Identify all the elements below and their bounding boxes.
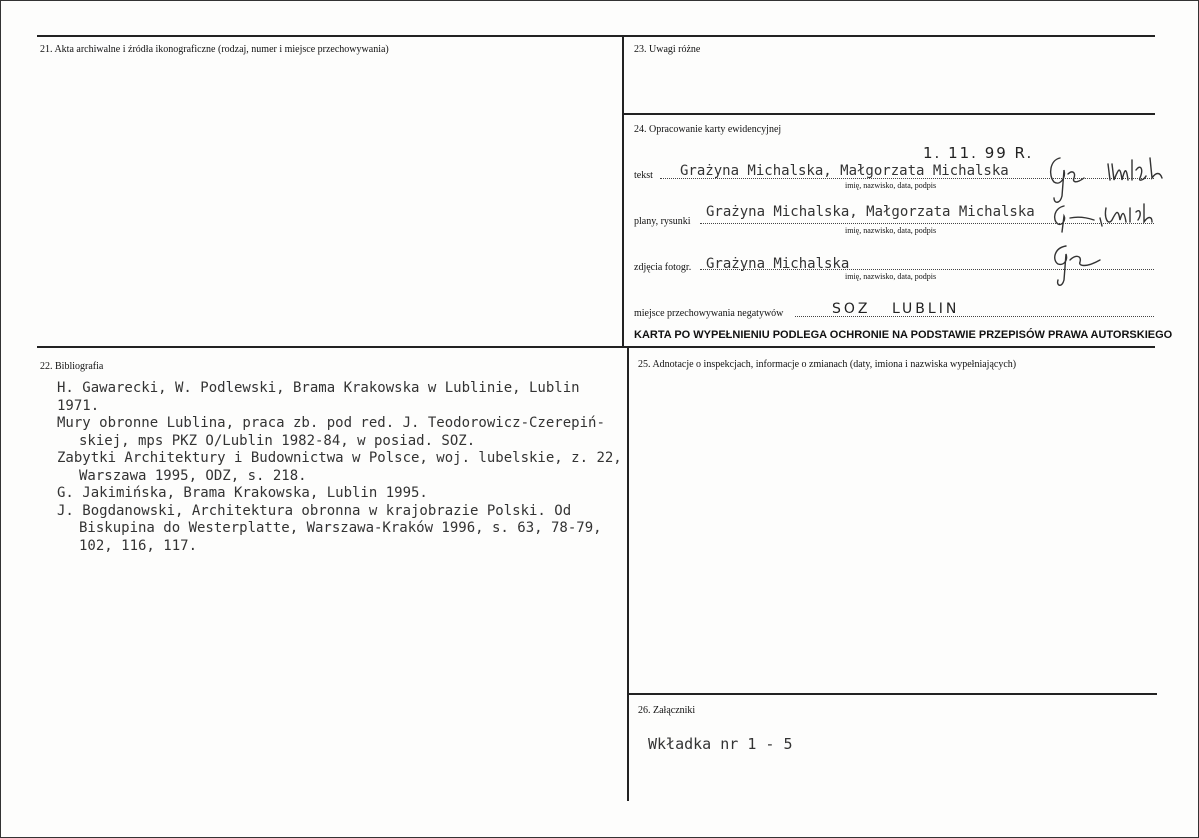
tekst-caption: imię, nazwisko, data, podpis [845,181,937,190]
zdjecia-caption: imię, nazwisko, data, podpis [845,272,937,281]
section-25-label: 25. Adnotacje o inspekcjach, informacje o zmianach (daty, imiona i nazwiska wypełniających) [638,359,1017,370]
section-22-label: 22. Bibliografia [40,361,104,372]
rule-23-24 [624,113,1155,115]
middle-rule [37,346,1155,348]
attachments-value: Wkładka nr 1 - 5 [648,735,793,753]
section-24-label: 24. Opracowanie karty ewidencyjnej [634,124,782,135]
section-23-label: 23. Uwagi różne [634,44,701,55]
rule-25-26 [628,693,1157,695]
tekst-label: tekst [634,170,653,181]
bibliography-entry: Mury obronne Lublina, praca zb. pod red. J. Teodorowicz-Czerepiń-skiej, mps PKZ O/Lublin 1982-84, w posiad. SOZ. [57,415,605,449]
zdjecia-label: zdjęcia fotogr. [634,262,692,273]
signature-icon [1040,150,1170,290]
bibliography-list [57,380,627,555]
top-rule [37,35,1155,37]
section-26-label: 26. Załączniki [638,705,696,716]
plany-caption: imię, nazwisko, data, podpis [845,226,937,235]
lower-column-divider [627,346,629,801]
bibliography-entry: Zabytki Architektury i Budownictwa w Polsce, woj. lubelskie, z. 22, Warszawa 1995, ODZ, s. 218. [57,450,622,484]
bibliography-entry: G. Jakimińska, Brama Krakowska, Lublin 1995. [57,485,428,501]
section-21-label: 21. Akta archiwalne i źródła ikonograficzne (rodzaj, numer i miejsce przechowywania) [40,44,389,55]
miejsce-label: miejsce przechowywania negatywów [634,308,784,319]
zdjecia-value: Grażyna Michalska [706,256,850,272]
date-handwritten: 1. 11. 99 R. [923,144,1034,162]
bibliography-entry: H. Gawarecki, W. Podlewski, Brama Krakowska w Lublinie, Lublin 1971. [57,380,580,414]
plany-value: Grażyna Michalska, Małgorzata Michalska [706,204,1035,220]
tekst-value: Grażyna Michalska, Małgorzata Michalska [680,163,1009,179]
left-column-divider [622,35,624,348]
copyright-notice: KARTA PO WYPEŁNIENIU PODLEGA OCHRONIE NA PODSTAWIE PRZEPISÓW PRAWA AUTORSKIEGO [634,329,1173,341]
plany-label: plany, rysunki [634,216,691,227]
bibliography-entry: J. Bogdanowski, Architektura obronna w krajobrazie Polski. Od Biskupina do Westerplatte, Warszawa-Kraków 1996, s. 63, 78-79, 102, 116, 117. [57,502,602,554]
miejsce-value: SOZ LUBLIN [832,301,960,317]
